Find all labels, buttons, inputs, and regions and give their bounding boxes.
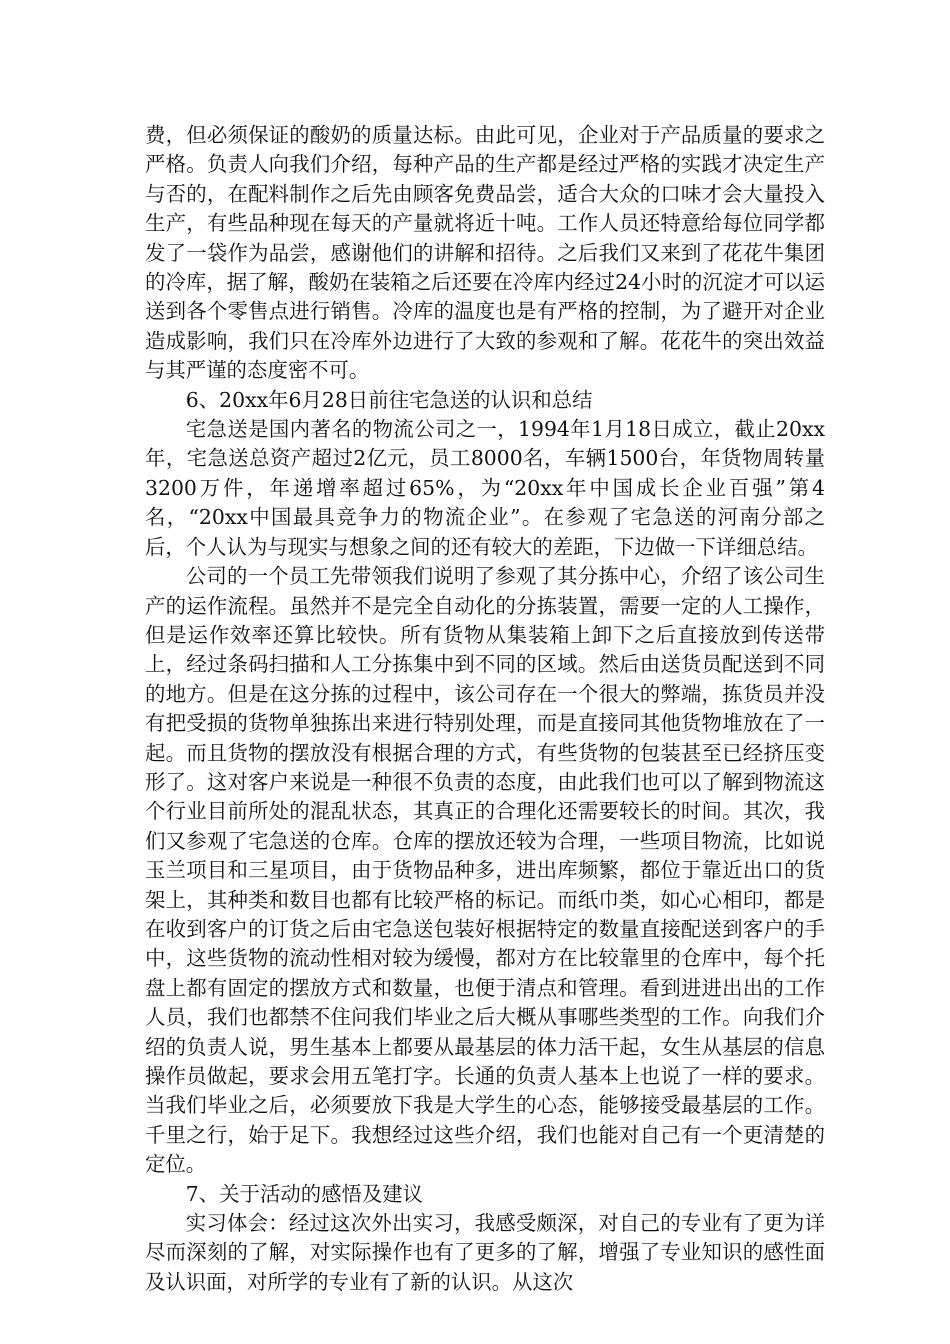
paragraph-huahuaniu-visit: 费，但必须保证的酸奶的质量达标。由此可见，企业对于产品质量的要求之严格。负责人向我们介绍，每种产品的生产都是经过严格的实践才决定生产与否的，在配料制作之后先由顾客免费品尝，适合大众的口味才会大量投入生产，有些品种现在每天的产量就将近十吨。工作人员还特意给每位同学都发了一袋作为品尝，感谢他们的讲解和招待。之后我们又来到了花花牛集团的冷库，据了解，酸奶在装箱之后还要在冷库内经过24小时的沉淀才可以运送到各个零售点进行销售。冷库的温度也是有严格的控制，为了避开对企业造成影响，我们只在冷库外边进行了大致的参观和了解。花花牛的突出效益与其严谨的态度密不可。 [145,123,825,383]
section-heading-6: 6、20xx年6月28日前往宅急送的认识和总结 [185,387,593,412]
document-page [145,121,825,1297]
section-heading-7: 7、关于活动的感悟及建议 [185,1181,424,1206]
paragraph-zjs-intro: 宅急送是国内著名的物流公司之一，1994年1月18日成立，截止20xx年，宅急送总资产超过2亿元，员工8000名，车辆1500台，年货物周转量3200万件，年递增率超过65%，为“20xx年中国成长企业百强”第4名，“20xx中国最具竞争力的物流企业”。在参观了宅急送的河南分部之后，个人认为与现实与想象之间的还有较大的差距，下边做一下详细总结。 [145,417,825,559]
paragraph-reflection: 实习体会：经过这次外出实习，我感受颇深，对自己的专业有了更为详尽而深刻的了解，对实际操作也有了更多的了解，增强了专业知识的感性面及认识面，对所学的专业有了新的认识。从这次 [145,1211,825,1294]
paragraph-zjs-details: 公司的一个员工先带领我们说明了参观了其分拣中心，介绍了该公司生产的运作流程。虽然并不是完全自动化的分拣装置，需要一定的人工操作，但是运作效率还算比较快。所有货物从集装箱上卸下之后直接放到传送带上，经过条码扫描和人工分拣集中到不同的区域。然后由送货员配送到不同的地方。但是在这分拣的过程中，该公司存在一个很大的弊端，拣货员并没有把受损的货物单独拣出来进行特别处理，而是直接同其他货物堆放在了一起。而且货物的摆放没有根据合理的方式，有些货物的包装甚至已经挤压变形了。这对客户来说是一种很不负责的态度，由此我们也可以了解到物流这个行业目前所处的混乱状态，其真正的合理化还需要较长的时间。其次，我们又参观了宅急送的仓库。仓库的摆放还较为合理，一些项目物流，比如说玉兰项目和三星项目，由于货物品种多，进出库频繁，都位于靠近出口的货架上，其种类和数目也都有比较严格的标记。而纸巾类，如心心相印，都是在收到客户的订货之后由宅急送包装好根据特定的数量直接配送到客户的手中，这些货物的流动性相对较为缓慢，都对方在比较靠里的仓库中，每个托盘上都有固定的摆放方式和数量，也便于清点和管理。看到进进出出的工作人员，我们也都禁不住问我们毕业之后大概从事哪些类型的工作。向我们介绍的负责人说，男生基本上都要从最基层的体力活干起，女生从基层的信息操作员做起，要求会用五笔打字。长通的负责人基本上也说了一样的要求。当我们毕业之后，必须要放下我是大学生的心态，能够接受最基层的工作。千里之行，始于足下。我想经过这些介绍，我们也能对自己有一个更清楚的定位。 [145,564,825,1177]
